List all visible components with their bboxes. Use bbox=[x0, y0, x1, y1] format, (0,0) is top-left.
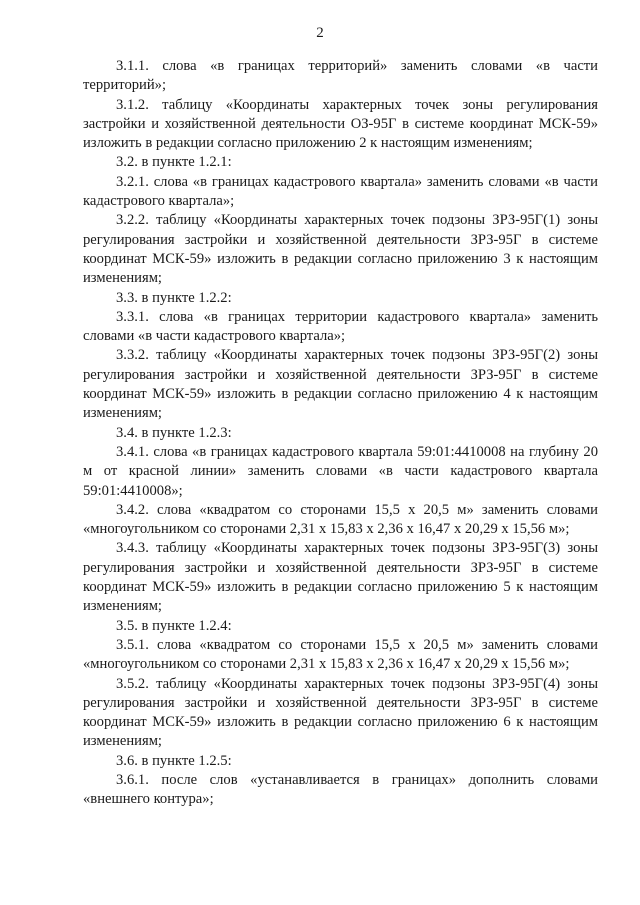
paragraph-3-6: 3.6. в пункте 1.2.5: bbox=[116, 752, 232, 769]
paragraph-3-2-1: 3.2.1. слова «в границах кадастрового квартала» заменить словами «в части кадастрового квартала»; bbox=[83, 173, 598, 210]
paragraph-3-4-3: 3.4.3. таблицу «Координаты характерных точек подзоны ЗРЗ-95Г(3) зоны регулирования застройки и хозяйственной деятельности ЗРЗ-95Г в системе координат МСК-59» изложить в редакции согласно приложению 5 к настоящим изменениям; bbox=[83, 540, 598, 615]
paragraph-3-2: 3.2. в пункте 1.2.1: bbox=[116, 154, 232, 171]
paragraph-3-5-1: 3.5.1. слова «квадратом со сторонами 15,5 х 20,5 м» заменить словами «многоугольником со сторонами 2,31 х 15,83 х 2,36 х 16,47 х 20,29 х 15,56 м»; bbox=[83, 636, 598, 673]
paragraph-3-4-1: 3.4.1. слова «в границах кадастрового квартала 59:01:4410008 на глубину 20 м от красной линии» заменить словами «в части кадастрового квартала 59:01:4410008»; bbox=[83, 443, 598, 499]
paragraph-3-3-1: 3.3.1. слова «в границах территории кадастрового квартала» заменить словами «в части кадастрового квартала»; bbox=[83, 308, 598, 345]
paragraph-3-4: 3.4. в пункте 1.2.3: bbox=[116, 424, 232, 441]
paragraph-3-1-1: 3.1.1. слова «в границах территорий» заменить словами «в части территорий»; bbox=[83, 58, 598, 94]
paragraph-3-6-1: 3.6.1. после слов «устанавливается в границах» дополнить словами «внешнего контура»; bbox=[83, 771, 598, 808]
paragraph-3-5: 3.5. в пункте 1.2.4: bbox=[116, 617, 232, 634]
paragraph-3-1-2: 3.1.2. таблицу «Координаты характерных точек зоны регулирования застройки и хозяйственной деятельности ОЗ-95Г в системе координат МСК-59» изложить в редакции согласно приложению 2 к настоящим изменениям; bbox=[83, 96, 598, 152]
paragraph-3-4-2: 3.4.2. слова «квадратом со сторонами 15,5 х 20,5 м» заменить словами «многоугольником со сторонами 2,31 х 15,83 х 2,36 х 16,47 х 20,29 х 15,56 м»; bbox=[83, 501, 598, 538]
paragraph-3-5-2: 3.5.2. таблицу «Координаты характерных точек подзоны ЗРЗ-95Г(4) зоны регулирования застройки и хозяйственной деятельности ЗРЗ-95Г в системе координат МСК-59» изложить в редакции согласно приложению 6 к настоящим изменениям; bbox=[83, 675, 598, 750]
paragraph-3-3-2: 3.3.2. таблицу «Координаты характерных точек подзоны ЗРЗ-95Г(2) зоны регулирования застройки и хозяйственной деятельности ЗРЗ-95Г в системе координат МСК-59» изложить в редакции согласно приложению 4 к настоящим изменениям; bbox=[83, 347, 598, 422]
paragraph-3-2-2: 3.2.2. таблицу «Координаты характерных точек подзоны ЗРЗ-95Г(1) зоны регулирования застройки и хозяйственной деятельности ЗРЗ-95Г в системе координат МСК-59» изложить в редакции согласно приложению 3 к настоящим изменениям; bbox=[83, 212, 598, 287]
page-number: 2 bbox=[316, 25, 324, 41]
paragraph-3-3: 3.3. в пункте 1.2.2: bbox=[116, 289, 232, 306]
document-body bbox=[83, 57, 598, 810]
